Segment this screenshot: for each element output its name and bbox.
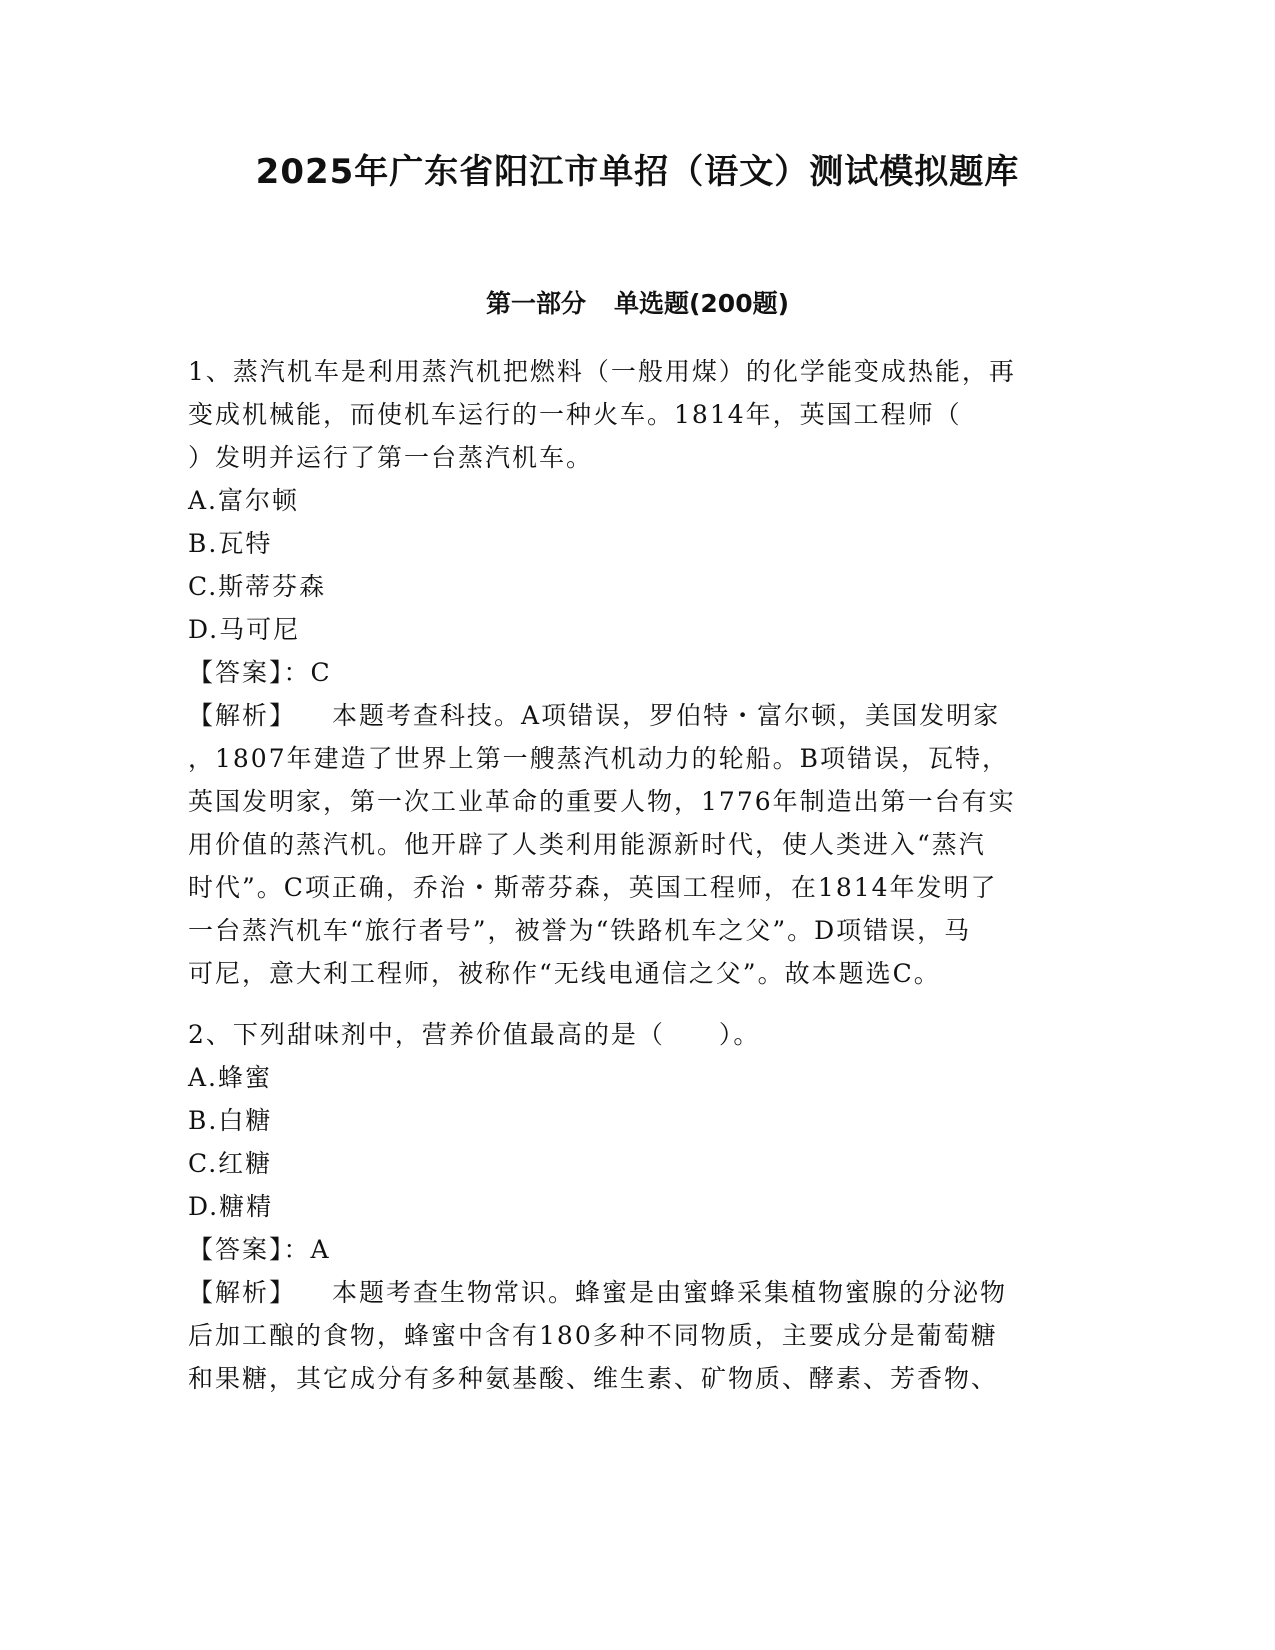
analysis-line	[188, 1271, 1088, 1314]
analysis-line: 可尼，意大利工程师，被称作“无线电通信之父”。故本题选C。	[188, 959, 941, 988]
analysis-line: 时代”。C项正确，乔治・斯蒂芬森，英国工程师，在1814年发明了	[188, 873, 998, 902]
analysis-label: 【解析】	[188, 1278, 297, 1307]
option-c: C.红糖	[188, 1149, 273, 1178]
option-a: A.富尔顿	[188, 486, 300, 515]
answer-line	[188, 651, 1088, 694]
analysis-line	[188, 694, 1088, 737]
option-b: B.白糖	[188, 1106, 273, 1135]
section-heading	[0, 286, 1275, 322]
answer-label: 【答案】：	[188, 1235, 311, 1264]
analysis-line: 一台蒸汽机车“旅行者号”，被誉为“铁路机车之父”。D项错误，马	[188, 916, 972, 945]
answer-label: 【答案】：	[188, 658, 311, 687]
question-stem-line: 1、蒸汽机车是利用蒸汽机把燃料（一般用煤）的化学能变成热能，再	[188, 357, 1016, 386]
question-spacer	[188, 995, 1088, 1013]
question-item	[188, 350, 1088, 995]
analysis-line: 和果糖，其它成分有多种氨基酸、维生素、矿物质、酵素、芳香物、	[188, 1364, 999, 1393]
section-name: 单选题(200题)	[613, 289, 790, 318]
analysis-line: 后加工酿的食物，蜂蜜中含有180多种不同物质，主要成分是葡萄糖	[188, 1321, 998, 1350]
question-stem-line: ）发明并运行了第一台蒸汽机车。	[188, 443, 594, 472]
analysis-line: ，1807年建造了世界上第一艘蒸汽机动力的轮船。B项错误，瓦特，	[188, 744, 1009, 773]
option-b: B.瓦特	[188, 529, 273, 558]
analysis-text: 本题考查科技。A项错误，罗伯特・富尔顿，美国发明家	[332, 701, 1001, 730]
answer-line	[188, 1228, 1088, 1271]
answer-value: A	[310, 1235, 331, 1264]
question-item	[188, 1013, 1088, 1400]
option-d: D.马可尼	[188, 615, 301, 644]
option-a: A.蜂蜜	[188, 1063, 273, 1092]
analysis-line: 英国发明家，第一次工业革命的重要人物，1776年制造出第一台有实	[188, 787, 1016, 816]
section-part: 第一部分	[485, 289, 586, 318]
option-d: D.糖精	[188, 1192, 274, 1221]
analysis-text: 本题考查生物常识。蜂蜜是由蜜蜂采集植物蜜腺的分泌物	[332, 1278, 1008, 1307]
question-stem-line: 变成机械能，而使机车运行的一种火车。1814年，英国工程师（	[188, 400, 962, 429]
document-title: 2025年广东省阳江市单招（语文）测试模拟题库	[255, 152, 1020, 192]
analysis-line: 用价值的蒸汽机。他开辟了人类利用能源新时代，使人类进入“蒸汽	[188, 830, 986, 859]
analysis-label: 【解析】	[188, 701, 297, 730]
option-c: C.斯蒂芬森	[188, 572, 327, 601]
answer-value: C	[310, 658, 332, 687]
question-list	[188, 350, 1088, 1400]
question-stem-line: 2、下列甜味剂中，营养价值最高的是（ ）。	[188, 1020, 761, 1049]
